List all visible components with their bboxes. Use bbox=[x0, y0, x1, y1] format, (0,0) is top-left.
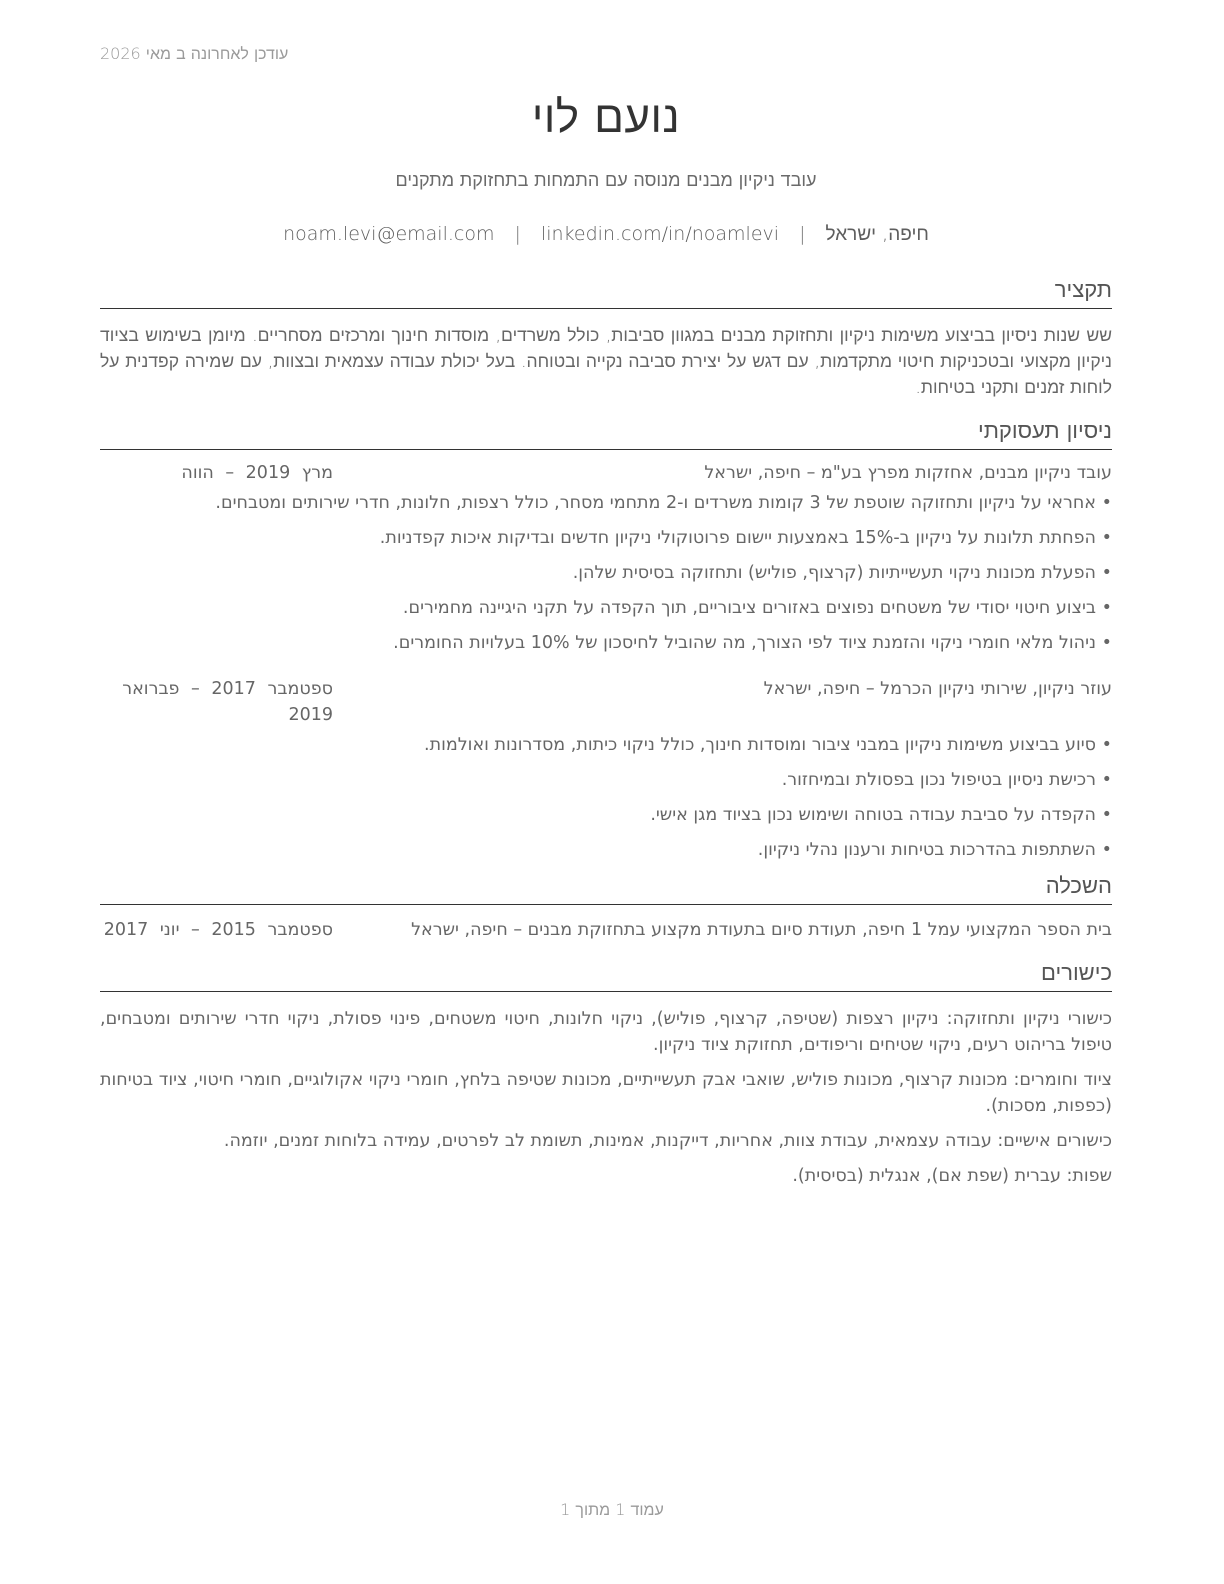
job-entry bbox=[100, 676, 1112, 863]
summary-section bbox=[100, 276, 1112, 401]
education-text: בית הספר המקצועי עמל 1 חיפה, תעודת סיום בתעודת מקצוע בתחזוקת מבנים – חיפה, ישראל bbox=[411, 920, 1112, 940]
job-bullet: • השתתפות בהדרכות בטיחות ורענון נהלי ניקיון. bbox=[100, 837, 1112, 863]
job-bullet: • רכישת ניסיון בטיפול נכון בפסולת ובמיחזור. bbox=[100, 767, 1112, 793]
contact-linkedin-link[interactable]: linkedin.com/in/noamlevi bbox=[540, 223, 780, 245]
job-header bbox=[100, 460, 1112, 486]
job-bullets bbox=[100, 732, 1112, 863]
skills-item: כישורי ניקיון ותחזוקה: ניקיון רצפות (שטיפה, קרצוף, פוליש), ניקוי חלונות, חיטוי משטחים, פינוי פסולת, ניקוי חדרי שירותים ומטבחים, טיפול בריהוט רעים, ניקוי שטיחים וריפודים, תחזוקת ציוד ניקיון. bbox=[100, 1009, 1112, 1055]
job-bullet: • אחראי על ניקיון ותחזוקה שוטפת של 3 קומות משרדים ו-2 מתחמי מסחר, כולל רצפות, חלונות, חדרי שירותים ומטבחים. bbox=[100, 490, 1112, 516]
summary-heading: תקציר bbox=[100, 276, 1112, 309]
job-bullet: • הפעלת מכונות ניקוי תעשייתיות (קרצוף, פוליש) ותחזוקה בסיסית שלהן. bbox=[100, 560, 1112, 586]
education-section bbox=[100, 872, 1112, 943]
resume-page bbox=[100, 88, 1112, 1189]
job-bullet: • ניהול מלאי חומרי ניקוי והזמנת ציוד לפי הצורך, מה שהוביל לחיסכון של 10% בעלויות החומרים. bbox=[100, 630, 1112, 656]
skills-item: שפות: עברית (שפת אם), אנגלית (בסיסית). bbox=[792, 1166, 1112, 1186]
contact-location: חיפה, ישראל bbox=[825, 223, 929, 245]
skills-item: כישורים אישיים: עבודה עצמאית, עבודת צוות, אחריות, דייקנות, אמינות, תשומת לב לפרטים, עמידה בלוחות זמנים, יוזמה. bbox=[223, 1131, 1112, 1151]
job-header bbox=[100, 676, 1112, 728]
contact-email-link[interactable]: noam.levi@email.com bbox=[283, 223, 495, 245]
skills-heading: כישורים bbox=[100, 959, 1112, 992]
job-title: עובד ניקיון מבנים, אחזקות מפרץ בע"מ – חיפה, ישראל bbox=[704, 463, 1112, 483]
summary-text: שש שנות ניסיון בביצוע משימות ניקיון ותחזוקת מבנים במגוון סביבות, כולל משרדים, מוסדות חינוך ומרכזים מסחריים. מיומן בשימוש בציוד ניקיון מקצועי ובטכניקות חיטוי מתקדמות, עם דגש על יצירת סביבה נקייה ובטוחה. בעל יכולת עבודה עצמאית ובצוות, עם שמירה קפדנית על לוחות זמנים ותקני בטיחות. bbox=[100, 326, 1112, 398]
job-bullet: • הקפדה על סביבת עבודה בטוחה ושימוש נכון בציוד מגן אישי. bbox=[100, 802, 1112, 828]
job-bullet: • הפחתת תלונות על ניקיון ב-15% באמצעות יישום פרוטוקולי ניקיון חדשים ובדיקות איכות קפדניות. bbox=[100, 525, 1112, 551]
page-number: עמוד 1 מתוך 1 bbox=[560, 1500, 664, 1519]
job-title: עוזר ניקיון, שירותי ניקיון הכרמל – חיפה, ישראל bbox=[763, 679, 1112, 699]
education-entry bbox=[100, 917, 1112, 943]
candidate-name: נועם לוי bbox=[531, 92, 681, 143]
experience-heading: ניסיון תעסוקתי bbox=[100, 417, 1112, 450]
contact-separator: | bbox=[799, 223, 806, 245]
job-bullets bbox=[100, 490, 1112, 656]
last-updated-note: עודכן לאחרונה ב מאי 2026 bbox=[100, 44, 289, 63]
job-dates: ספטמבר 2017 – פברואר 2019 bbox=[122, 679, 333, 725]
skills-section bbox=[100, 959, 1112, 1189]
contact-line bbox=[100, 220, 1112, 248]
contact-separator: | bbox=[514, 223, 521, 245]
job-bullet: • סיוע בביצוע משימות ניקיון במבני ציבור ומוסדות חינוך, כולל ניקוי כיתות, מסדרונות ואולמות. bbox=[100, 732, 1112, 758]
experience-section bbox=[100, 417, 1112, 863]
education-dates: ספטמבר 2015 – יוני 2017 bbox=[103, 920, 333, 940]
job-entry bbox=[100, 460, 1112, 656]
job-dates: מרץ 2019 – הווה bbox=[181, 463, 333, 483]
skills-item: ציוד וחומרים: מכונות קרצוף, מכונות פוליש, שואבי אבק תעשייתיים, מכונות שטיפה בלחץ, חומרי ניקוי אקולוגיים, חומרי חיטוי, ציוד בטיחות (כפפות, מסכות). bbox=[100, 1070, 1112, 1116]
candidate-headline: עובד ניקיון מבנים מנוסה עם התמחות בתחזוקת מתקנים bbox=[395, 170, 817, 191]
education-heading: השכלה bbox=[100, 872, 1112, 905]
job-bullet: • ביצוע חיטוי יסודי של משטחים נפוצים באזורים ציבוריים, תוך הקפדה על תקני היגיינה מחמירים. bbox=[100, 595, 1112, 621]
